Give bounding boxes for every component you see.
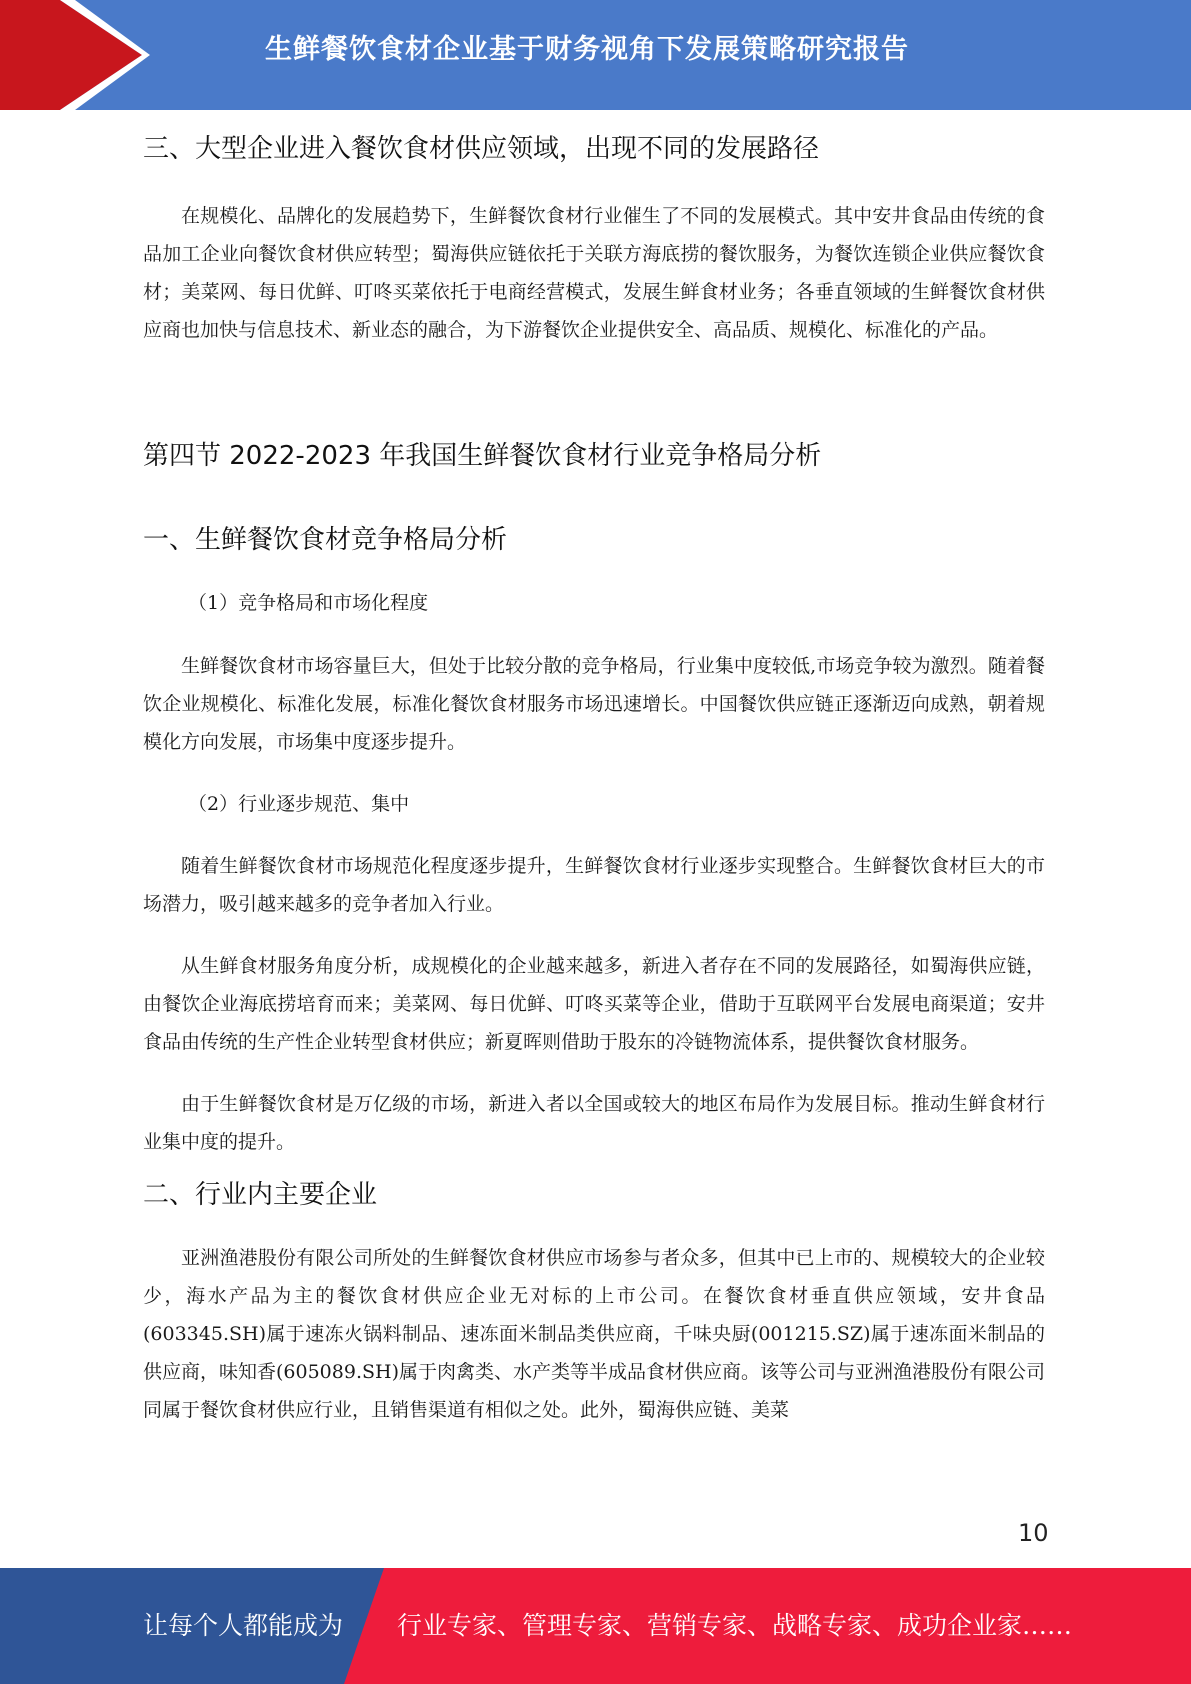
section-heading-3: 三、大型企业进入餐饮食材供应领域，出现不同的发展路径 xyxy=(143,134,820,164)
paragraph: 由于生鲜餐饮食材是万亿级的市场，新进入者以全国或较大的地区布局作为发展目标。推动生鲜食材行业集中度的提升。 xyxy=(143,1093,1045,1153)
footer-slogan-right: 行业专家、管理专家、营销专家、战略专家、成功企业家…… xyxy=(397,1611,1073,1640)
paragraph: 从生鲜食材服务角度分析，成规模化的企业越来越多，新进入者存在不同的发展路径，如蜀海供应链，由餐饮企业海底捞培育而来；美菜网、每日优鲜、叮咚买菜等企业，借助于互联网平台发展电商渠道；安井食品由传统的生产性企业转型食材供应；新夏晖则借助于股东的冷链物流体系，提供餐饮食材服务。 xyxy=(143,955,1045,1053)
paragraph: 在规模化、品牌化的发展趋势下，生鲜餐饮食材行业催生了不同的发展模式。其中安井食品由传统的食品加工企业向餐饮食材供应转型；蜀海供应链依托于关联方海底捞的餐饮服务，为餐饮连锁企业供应餐饮食材；美菜网、每日优鲜、叮咚买菜依托于电商经营模式，发展生鲜食材业务；各垂直领域的生鲜餐饮食材供应商也加快与信息技术、新业态的融合，为下游餐饮企业提供安全、高品质、规模化、标准化的产品。 xyxy=(143,205,1045,341)
paragraph: 亚洲渔港股份有限公司所处的生鲜餐饮食材供应市场参与者众多，但其中已上市的、规模较大的企业较少，海水产品为主的餐饮食材供应企业无对标的上市公司。在餐饮食材垂直供应领域，安井食品(603345.SH)属于速冻火锅料制品、速冻面米制品类供应商，千味央厨(001215.SZ)属于速冻面米制品的供应商，味知香(605089.SH)属于肉禽类、水产类等半成品食材供应商。该等公司与亚洲渔港股份有限公司同属于餐饮食材供应行业，且销售渠道有相似之处。此外，蜀海供应链、美菜 xyxy=(143,1247,1045,1421)
document-body xyxy=(143,125,1045,1429)
paragraph: 随着生鲜餐饮食材市场规范化程度逐步提升，生鲜餐饮食材行业逐步实现整合。生鲜餐饮食材巨大的市场潜力，吸引越来越多的竞争者加入行业。 xyxy=(143,855,1045,915)
section-heading-2: 二、行业内主要企业 xyxy=(143,1180,378,1210)
footer-slogan-left: 让每个人都能成为 xyxy=(143,1611,344,1640)
subheading-1: （1）竞争格局和市场化程度 xyxy=(188,592,429,614)
page-number: 10 xyxy=(1018,1519,1049,1547)
paragraph: 生鲜餐饮食材市场容量巨大，但处于比较分散的竞争格局，行业集中度较低,市场竞争较为激烈。随着餐饮企业规模化、标准化发展，标准化餐饮食材服务市场迅速增长。中国餐饮供应链正逐渐迈向成熟，朝着规模化方向发展，市场集中度逐步提升。 xyxy=(143,655,1045,753)
page-footer xyxy=(0,1568,1191,1684)
header-title: 生鲜餐饮食材企业基于财务视角下发展策略研究报告 xyxy=(265,34,909,65)
subheading-2: （2）行业逐步规范、集中 xyxy=(188,793,410,815)
header-chevron-logo xyxy=(0,0,160,110)
page-header xyxy=(0,0,1191,110)
chapter-heading: 第四节 2022-2023 年我国生鲜餐饮食材行业竞争格局分析 xyxy=(143,441,822,471)
section-heading-1: 一、生鲜餐饮食材竞争格局分析 xyxy=(143,525,508,555)
